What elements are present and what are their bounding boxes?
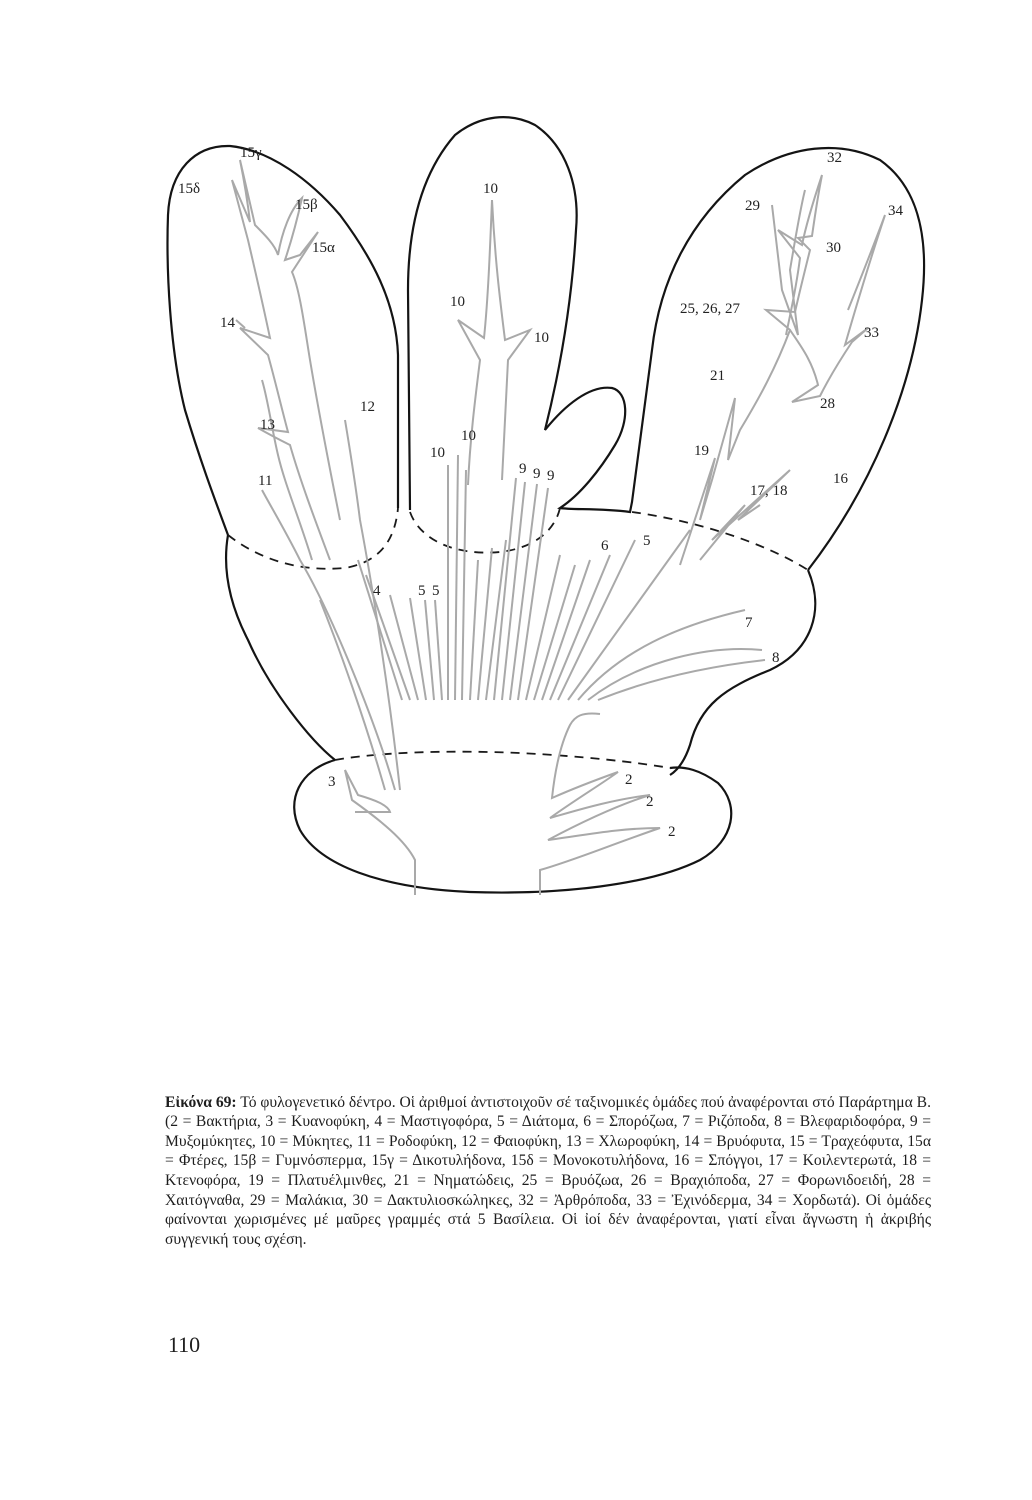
label-2b: 2 (646, 794, 654, 810)
label-10c: 10 (534, 330, 549, 346)
divider-plants-protists (228, 508, 398, 569)
label-14: 14 (220, 315, 235, 331)
label-15d: 15δ (178, 181, 201, 197)
label-10d: 10 (430, 445, 445, 461)
label-6: 6 (601, 538, 609, 554)
label-9a: 9 (519, 461, 527, 477)
label-34: 34 (888, 203, 903, 219)
label-25-26-27: 25, 26, 27 (680, 301, 740, 317)
label-2a: 2 (625, 772, 633, 788)
label-28: 28 (820, 396, 835, 412)
label-9b: 9 (533, 466, 541, 482)
label-11: 11 (258, 473, 273, 489)
label-10b: 10 (450, 294, 465, 310)
label-30: 30 (826, 240, 841, 256)
label-19: 19 (694, 443, 709, 459)
label-3: 3 (328, 774, 336, 790)
branch-red-algae (262, 490, 395, 790)
label-33: 33 (864, 325, 879, 341)
branch-plants (232, 160, 340, 560)
label-10a: 10 (483, 181, 498, 197)
caption-figure-ref: Εἰκόνα 69: (165, 1093, 237, 1111)
label-15g: 15γ (240, 145, 262, 161)
label-5c: 5 (432, 583, 440, 599)
label-12: 12 (360, 399, 375, 415)
label-10e: 10 (461, 428, 476, 444)
kingdom-outline-plants (168, 146, 398, 535)
label-5a: 5 (643, 533, 651, 549)
label-4: 4 (373, 583, 381, 599)
branch-monera-left (345, 770, 415, 895)
label-29: 29 (745, 198, 760, 214)
kingdom-outline-protists (226, 535, 815, 775)
caption-text: Τό φυλογενετικό δέντρο. Οἱ ἀριθμοί ἀντιστοιχοῦν σέ ταξινομικές ὁμάδες πού ἀναφέρονται στό Παράρτημα Β. (2 = Βακτήρια, 3 = Κυανοφύκη, 4 = Μαστιγοφόρα, 5 = Διάτομα, 6 = Σπορόζωα, 7 = Ριζόποδα, 8 = Βλεφαριδοφόρα, 9 = Μυξομύκητες, 10 = Μύκητες, 11 = Ροδοφύκη, 12 = Φαιοφύκη, 13 = Χλωροφύκη, 14 = Βρυόφυτα, 15 = Τραχεόφυτα, 15α = Φτέρες, 15β = Γυμνόσπερμα, 15γ = Δικοτυλήδονα, 15δ = Μονοκοτυλήδονα, 16 = Σπόγγοι, 17 = Κοιλεντερωτά, 18 = Κτενοφόρα, 19 = Πλατυέλμινθες, 21 = Νηματώδεις, 25 = Βρυόζωα, 26 = Βραχιόποδα, 27 = Φορωνιδοειδή, 28 = Χαιτόγναθα, 29 = Μαλάκια, 30 = Δακτυλιοσκώληκες, 32 = Ἀρθρόποδα, 33 = Ἐχινόδερμα, 34 = Χορδωτά). Οἱ ὁμάδες φαίνονται χωρισμένες μέ μαῦρες γραμμές στά 5 Βασίλεια. Οἱ ἰοί δέν ἀναφέρονται, γιατί εἶναι ἄγνωστη ἡ ἀκριβής συγγενική τους σχέση. (165, 1093, 931, 1248)
label-16: 16 (833, 471, 848, 487)
label-7: 7 (745, 615, 753, 631)
figure-caption (165, 1093, 931, 1250)
label-15a: 15α (312, 240, 335, 256)
label-9c: 9 (547, 468, 555, 484)
divider-fungi-protists (410, 508, 560, 553)
kingdom-outline-monera (294, 760, 731, 893)
label-21: 21 (710, 368, 725, 384)
label-17-18: 17, 18 (750, 483, 788, 499)
label-13: 13 (260, 417, 275, 433)
branch-plants-left (236, 320, 312, 560)
label-5b: 5 (418, 583, 426, 599)
branch-monera-right (540, 713, 660, 895)
label-2c: 2 (668, 824, 676, 840)
label-32: 32 (827, 150, 842, 166)
label-15b: 15β (295, 197, 318, 213)
divider-animals-protists (632, 512, 808, 570)
label-8: 8 (772, 650, 780, 666)
page-number: 110 (168, 1332, 201, 1357)
